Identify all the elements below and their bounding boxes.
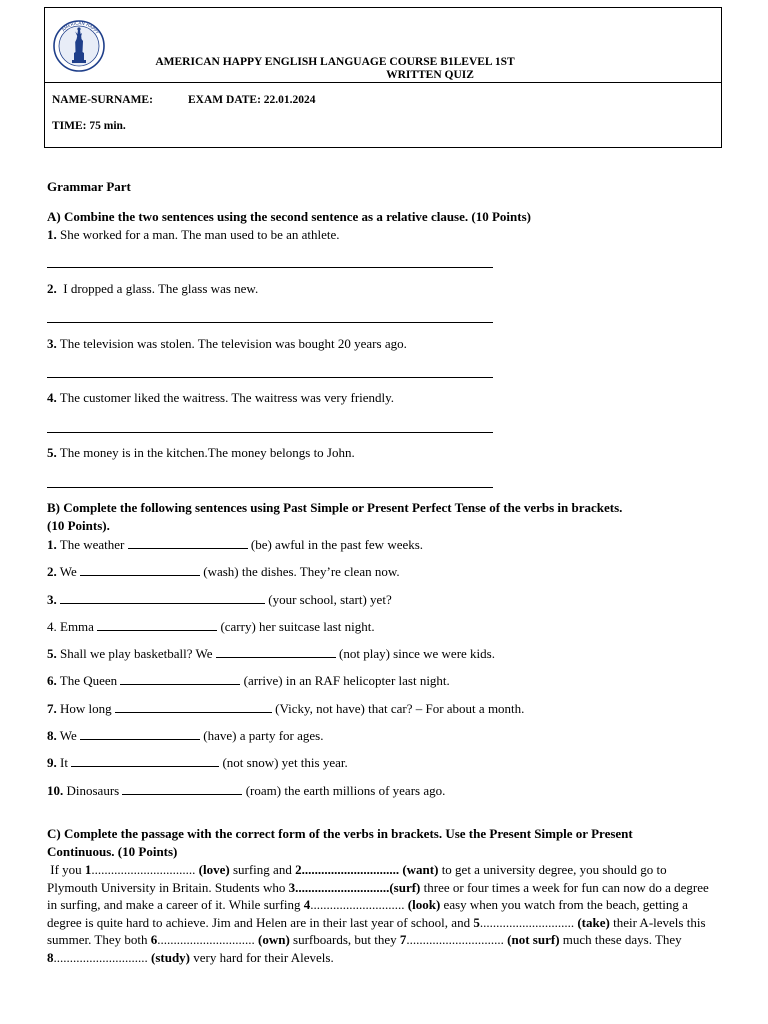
section-b-question-10: 10. Dinosaurs (roam) the earth millions of years ago. <box>47 783 446 798</box>
section-b-title: B) Complete the following sentences using Past Simple or Present Perfect Tense of the verbs in brackets. <box>47 500 623 515</box>
answer-line[interactable] <box>47 322 493 323</box>
name-surname-label: NAME-SURNAME: <box>52 94 153 106</box>
blank-field[interactable] <box>120 672 240 685</box>
answer-line[interactable] <box>47 432 493 433</box>
blank-field[interactable] <box>216 645 336 658</box>
section-b-question-8: 8. We (have) a party for ages. <box>47 728 324 743</box>
section-b-question-7: 7. How long (Vicky, not have) that car? – For about a month. <box>47 701 525 716</box>
section-b-question-5: 5. Shall we play basketball? We (not play) since we were kids. <box>47 646 495 661</box>
part-title: Grammar Part <box>47 179 131 194</box>
section-c-passage: If you 1................................ (love) surfing and 2.............................. (want) to get a university degree, you should go to Plymouth University in Britain. Students who 3.............................(surf) three or four times a week for fun can now do a degree in surfing, and make a career of it. While surfing 4............................. (look) easy when you watch from the beach, getting a degree is quite hard to achieve. Jim and Helen are in their last year of school, and 5............................. (take) their A-levels this summer. They both 6.............................. (own) surfboards, but they 7.............................. (not surf) much these days. They 8............................. (study) very hard for their Alevels. <box>47 862 713 965</box>
section-a-title: A) Combine the two sentences using the second sentence as a relative clause. (10 Points) <box>47 209 531 224</box>
section-a-question-5: 5. The money is in the kitchen.The money belongs to John. <box>47 445 355 460</box>
blank-field[interactable] <box>80 727 200 740</box>
blank-field[interactable] <box>128 536 248 549</box>
course-title: AMERICAN HAPPY ENGLISH LANGUAGE COURSE B1LEVEL 1ST <box>155 56 515 68</box>
quiz-subtitle: WRITTEN QUIZ <box>386 69 474 81</box>
section-b-question-3: 3. (your school, start) yet? <box>47 592 392 607</box>
blank-field[interactable] <box>115 700 272 713</box>
section-c-title: C) Complete the passage with the correct form of the verbs in brackets. Use the Present Simple or Present <box>47 826 633 841</box>
section-c-points: Continuous. (10 Points) <box>47 844 178 859</box>
header-divider <box>45 82 721 83</box>
section-b-question-1: 1. The weather (be) awful in the past few weeks. <box>47 537 424 552</box>
blank-field[interactable] <box>80 563 200 576</box>
section-b-question-4: 4. Emma (carry) her suitcase last night. <box>47 619 375 634</box>
answer-line[interactable] <box>47 267 493 268</box>
blank-field[interactable] <box>97 618 217 631</box>
section-a-question-3: 3. The television was stolen. The television was bought 20 years ago. <box>47 336 407 351</box>
section-b-points: (10 Points). <box>47 518 110 533</box>
header-box <box>44 7 722 148</box>
exam-date: EXAM DATE: 22.01.2024 <box>188 94 316 106</box>
section-b-question-2: 2. We (wash) the dishes. They’re clean now. <box>47 564 400 579</box>
section-a-question-1: 1. She worked for a man. The man used to be an athlete. <box>47 227 340 242</box>
answer-line[interactable] <box>47 487 493 488</box>
school-logo <box>53 20 105 72</box>
section-b-question-9: 9. It (not snow) yet this year. <box>47 755 348 770</box>
section-a-question-2: 2. I dropped a glass. The glass was new. <box>47 281 259 296</box>
blank-field[interactable] <box>71 754 219 767</box>
exam-time: TIME: 75 min. <box>52 120 126 132</box>
blank-field[interactable] <box>122 782 242 795</box>
section-a-question-4: 4. The customer liked the waitress. The waitress was very friendly. <box>47 390 395 405</box>
blank-field[interactable] <box>60 591 265 604</box>
section-b-question-6: 6. The Queen (arrive) in an RAF helicopter last night. <box>47 673 450 688</box>
svg-text:AMERICAN HAPPY: AMERICAN HAPPY <box>61 21 99 36</box>
answer-line[interactable] <box>47 377 493 378</box>
